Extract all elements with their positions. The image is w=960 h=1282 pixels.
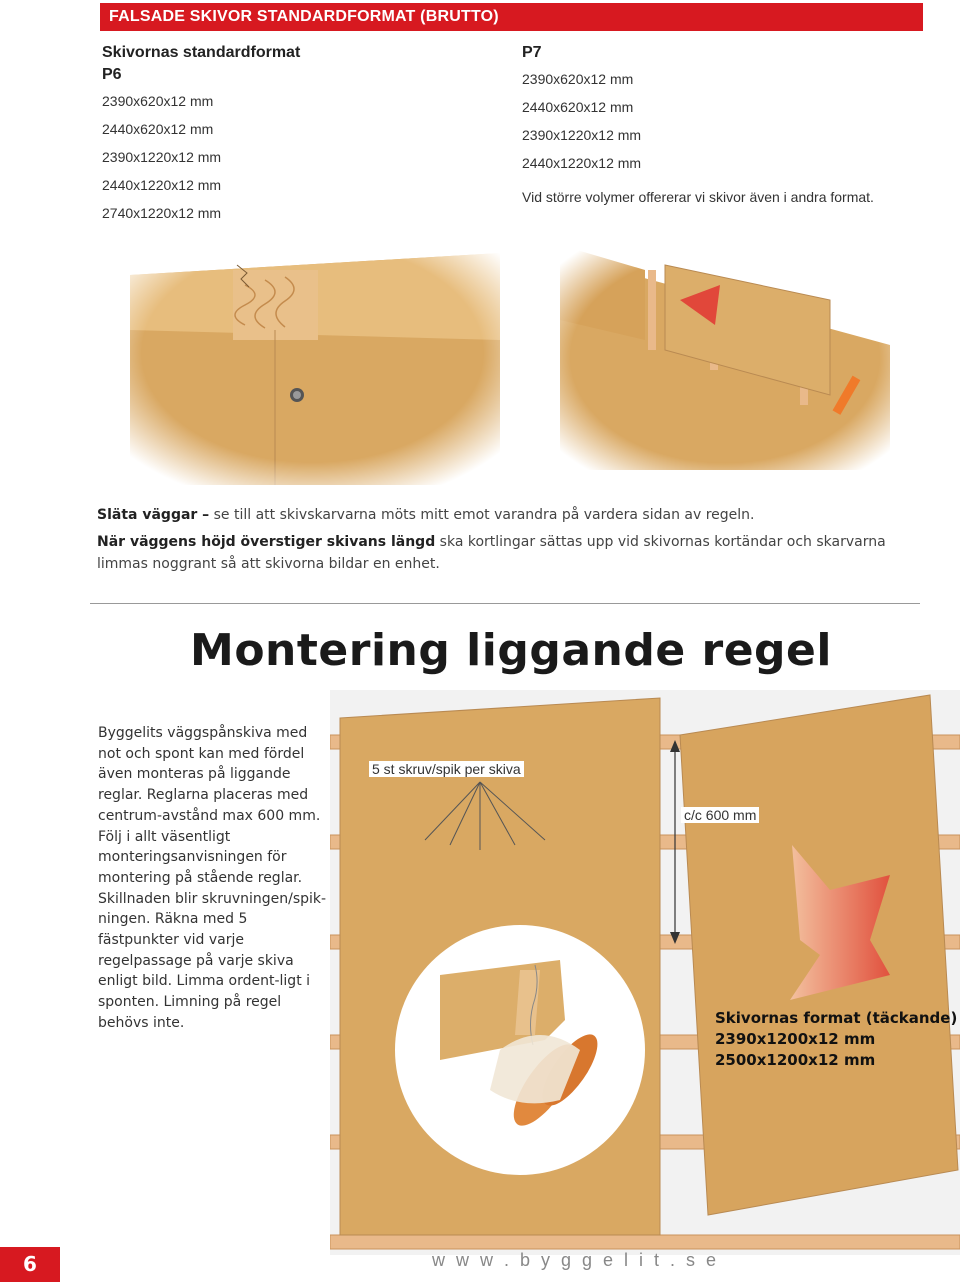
p7-size-4: 2440x1220x12 mm — [522, 155, 642, 171]
p6-size-5: 2740x1220x12 mm — [102, 205, 222, 221]
p7-size-1: 2390x620x12 mm — [522, 71, 634, 87]
p7-column — [522, 42, 922, 207]
caption-line-2 — [97, 531, 927, 575]
screw-label: 5 st skruv/spik per skiva — [369, 761, 524, 777]
section-banner: FALSADE SKIVOR STANDARDFORMAT (BRUTTO) — [100, 3, 923, 31]
p7-heading: P7 — [522, 44, 542, 61]
caption-text-1: se till att skivskarvarna möts mitt emot varandra på vardera sidan av regeln. — [209, 507, 755, 523]
format-size-1: 2390x1200x12 mm — [715, 1030, 876, 1048]
caption-text-2: ska kortlingar sättas upp vid skivornas kortändar och skarvarna limmas noggrant så att skivorna bildar en enhet. — [97, 534, 886, 572]
p7-size-2: 2440x620x12 mm — [522, 99, 634, 115]
stud-joint-illustration — [125, 245, 500, 485]
section-body-text: Byggelits väggspånskiva med not och spont kan med fördel även monteras på liggande reglar. Reglarna placeras med centrum-avstånd max 600 mm. Följ i allt väsentligt monteringsanvisningen för montering på stående reglar. Skillnaden blir skruvningen/spik-ningen. Räkna med 5 fästpunkter vid varje regelpassage på varje skiva enligt bild. Limma ordent-ligt i sponten. Limning på regel behövs inte. — [98, 725, 327, 1031]
p6-heading: Skivornas standardformat — [102, 44, 301, 61]
format-info — [715, 1008, 957, 1071]
p6-size-1: 2390x620x12 mm — [102, 93, 214, 109]
format-title: Skivornas format (täckande) — [715, 1009, 958, 1027]
p6-size-2: 2440x620x12 mm — [102, 121, 214, 137]
p6-column — [102, 42, 462, 227]
format-size-2: 2500x1200x12 mm — [715, 1051, 876, 1069]
p6-size-4: 2440x1220x12 mm — [102, 177, 222, 193]
spacing-label: c/c 600 mm — [681, 807, 759, 823]
caption-line-1 — [97, 504, 927, 526]
short-board-illustration — [560, 245, 890, 470]
p7-size-3: 2390x1220x12 mm — [522, 127, 642, 143]
p6-size-3: 2390x1220x12 mm — [102, 149, 222, 165]
section-divider — [90, 603, 920, 604]
section-title: Montering liggande regel — [190, 625, 832, 676]
caption-lead-1: Släta väggar – — [97, 507, 210, 523]
p7-note: Vid större volymer offererar vi skivor även i andra format. — [522, 189, 874, 205]
page-number: 6 — [0, 1247, 60, 1282]
website-url: w w w . b y g g e l i t . s e — [432, 1250, 720, 1270]
p6-subheading: P6 — [102, 66, 122, 83]
caption-lead-2: När väggens höjd överstiger skivans längd — [97, 534, 436, 550]
